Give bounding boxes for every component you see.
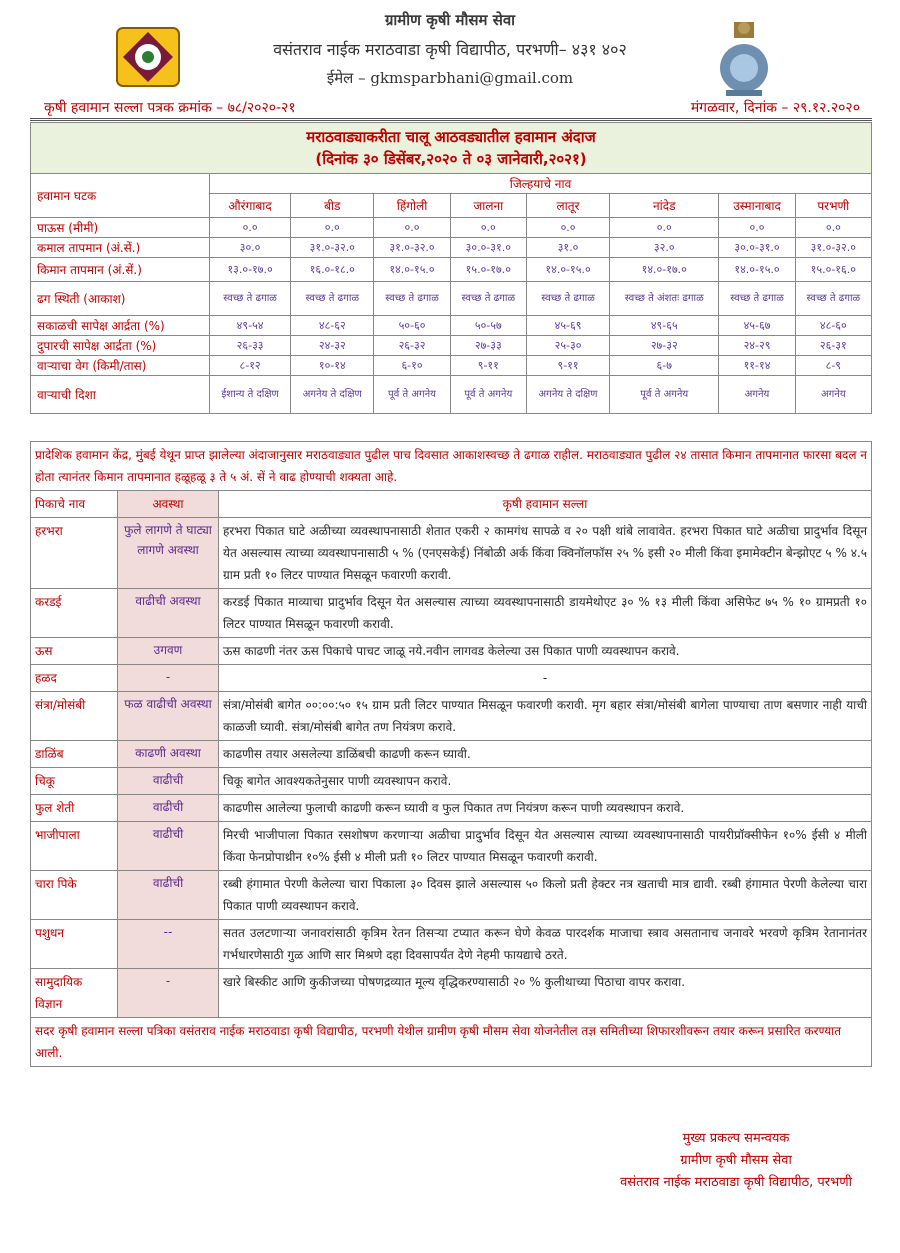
bulletin-date: मंगळवार, दिनांक – २९.१२.२०२०: [690, 100, 860, 116]
crop-stage: -: [118, 665, 219, 692]
forecast-value: ६-७: [610, 356, 719, 376]
district-name: जालना: [450, 194, 526, 218]
crop-advice: काढणीस आलेल्या फुलाची काढणी करून घ्यावी व फुल पिकात तण नियंत्रण करून पाणी व्यवस्थापन करावे.: [219, 795, 872, 822]
forecast-value: ४९-५४: [210, 316, 291, 336]
advisory-row: [31, 822, 872, 871]
param-header: हवामान घटक: [31, 174, 210, 218]
crop-stage: --: [118, 920, 219, 969]
forecast-value: पूर्व ते अगनेय: [450, 376, 526, 414]
crop-advice: संत्रा/मोसंबी बागेत ००:००:५० १५ ग्राम प्रती लिटर पाण्यात मिसळून फवारणी करावी. मृग बहार संत्रा/मोसंबी बागेला पाण्याचा ताण बसणार नाही याची काळजी घ्यावी. संत्रा/मोसंबी बागेत तण नियंत्रण करावे.: [219, 692, 872, 741]
district-name: परभणी: [795, 194, 871, 218]
forecast-value: २६-३२: [374, 336, 450, 356]
forecast-value: ३१.०-३२.०: [291, 238, 374, 258]
forecast-value: ३०.०: [210, 238, 291, 258]
forecast-title-line1: मराठवाड्याकरीता चालू आठवड्यातील हवामान अंदाज: [306, 128, 596, 146]
crop-advice: रब्बी हंगामात पेरणी केलेल्या चारा पिकाला ३० दिवस झाले असल्यास ५० किलो प्रती हेक्टर नत्र खताची मात्र द्यावी. रब्बी हंगामात पेरणी केलेल्या चारा पिकात पाणी व्यवस्थापन करावे.: [219, 871, 872, 920]
forecast-value: ४८-६०: [795, 316, 871, 336]
forecast-value: ९-११: [450, 356, 526, 376]
crop-advice: करडई पिकात माव्याचा प्रादुर्भाव दिसून येत असल्यास त्याच्या व्यवस्थापनासाठी डायमेथोएट ३० % १३ मीली किंवा असिफेट ७५ % १० ग्रामप्रती १० लिटर पाण्यात मिसळून फवारणी करावी.: [219, 589, 872, 638]
forecast-value: १४.०-१५.०: [526, 258, 609, 282]
district-name: हिंगोली: [374, 194, 450, 218]
forecast-row: [31, 218, 872, 238]
advice-header: कृषी हवामान सल्ला: [219, 491, 872, 518]
forecast-value: १५.०-१७.०: [450, 258, 526, 282]
forecast-param-label: वाऱ्याची दिशा: [31, 376, 210, 414]
crop-stage: फुले लागणे ते घाट्या लागणे अवस्था: [118, 518, 219, 589]
forecast-value: अगनेय: [795, 376, 871, 414]
bulletin-info-bar: [30, 96, 872, 121]
district-name: बीड: [291, 194, 374, 218]
forecast-value: स्वच्छ ते अंशतः ढगाळ: [610, 282, 719, 316]
forecast-value: ०.०: [610, 218, 719, 238]
crop-name: चिकू: [31, 768, 118, 795]
district-name: नांदेड: [610, 194, 719, 218]
forecast-value: २४-२९: [719, 336, 795, 356]
crop-advice: -: [219, 665, 872, 692]
forecast-value: १३.०-१७.०: [210, 258, 291, 282]
forecast-param-label: दुपारची सापेक्ष आर्द्रता (%): [31, 336, 210, 356]
signature-line1: मुख्य प्रकल्प समन्वयक: [682, 1131, 790, 1146]
crop-stage: -: [118, 969, 219, 1018]
district-name: लातूर: [526, 194, 609, 218]
crop-stage: वाढीची अवस्था: [118, 589, 219, 638]
crop-stage: वाढीची: [118, 822, 219, 871]
crop-stage: काढणी अवस्था: [118, 741, 219, 768]
forecast-table: [30, 122, 872, 414]
forecast-value: ईशान्य ते दक्षिण: [210, 376, 291, 414]
forecast-title: [31, 123, 872, 174]
forecast-value: ०.०: [450, 218, 526, 238]
national-emblem: [716, 18, 772, 98]
crop-name: डाळिंब: [31, 741, 118, 768]
advisory-row: [31, 589, 872, 638]
forecast-value: ४५-६९: [526, 316, 609, 336]
university-name: वसंतराव नाईक मराठवाडा कृषी विद्यापीठ, परभणी– ४३१ ४०२: [273, 40, 627, 59]
forecast-param-label: सकाळची सापेक्ष आर्द्रता (%): [31, 316, 210, 336]
forecast-value: ३०.०-३१.०: [719, 238, 795, 258]
forecast-value: ०.०: [719, 218, 795, 238]
forecast-value: अगनेय ते दक्षिण: [526, 376, 609, 414]
forecast-param-label: ढग स्थिती (आकाश): [31, 282, 210, 316]
crop-name: सामुदायिक विज्ञान: [31, 969, 118, 1018]
bulletin-number: कृषी हवामान सल्ला पत्रक क्रमांक – ७८/२०२०-२१: [44, 100, 296, 116]
forecast-param-label: वाऱ्याचा वेग (किमी/तास): [31, 356, 210, 376]
forecast-value: २५-३०: [526, 336, 609, 356]
forecast-row: [31, 258, 872, 282]
crop-header: पिकाचे नाव: [31, 491, 118, 518]
crop-name: चारा पिके: [31, 871, 118, 920]
forecast-value: ३१.०-३२.०: [374, 238, 450, 258]
org-name: ग्रामीण कृषी मौसम सेवा: [384, 11, 516, 29]
forecast-value: १४.०-१५.०: [374, 258, 450, 282]
forecast-value: ९-११: [526, 356, 609, 376]
forecast-value: स्वच्छ ते ढगाळ: [450, 282, 526, 316]
forecast-row: [31, 282, 872, 316]
forecast-value: १६.०-१८.०: [291, 258, 374, 282]
forecast-value: ११-१४: [719, 356, 795, 376]
signature-block: [620, 1128, 852, 1194]
forecast-value: स्वच्छ ते ढगाळ: [210, 282, 291, 316]
advisory-intro: प्रादेशिक हवामान केंद्र, मुंबई येथून प्राप्त झालेल्या अंदाजानुसार मराठवाड्यात पुढील पाच दिवसात आकाशस्वच्छ ते ढगाळ राहील. मराठवाड्यात पुढील २४ तासात किमान तापमानात फारसा बदल न होता त्यानंतर किमान तापमानात हळूहळू ३ ते ५ अं. सें ने वाढ होण्याची शक्यता आहे.: [31, 442, 872, 491]
forecast-value: २७-३३: [450, 336, 526, 356]
forecast-value: स्वच्छ ते ढगाळ: [719, 282, 795, 316]
crop-advice: चिकू बागेत आवश्यकतेनुसार पाणी व्यवस्थापन करावे.: [219, 768, 872, 795]
forecast-value: ०.०: [795, 218, 871, 238]
crop-name: संत्रा/मोसंबी: [31, 692, 118, 741]
advisory-row: [31, 692, 872, 741]
forecast-value: २४-३२: [291, 336, 374, 356]
forecast-value: ८-९: [795, 356, 871, 376]
stage-header: अवस्था: [118, 491, 219, 518]
forecast-value: ४५-६७: [719, 316, 795, 336]
forecast-value: ८-१२: [210, 356, 291, 376]
forecast-value: ३२.०: [610, 238, 719, 258]
advisory-row: [31, 969, 872, 1018]
crop-stage: फळ वाढीची अवस्था: [118, 692, 219, 741]
crop-name: पशुधन: [31, 920, 118, 969]
forecast-param-label: कमाल तापमान (अं.सें.): [31, 238, 210, 258]
forecast-row: [31, 238, 872, 258]
forecast-value: १४.०-१७.०: [610, 258, 719, 282]
advisory-row: [31, 518, 872, 589]
crop-stage: वाढीची: [118, 871, 219, 920]
advisory-row: [31, 638, 872, 665]
forecast-value: अगनेय: [719, 376, 795, 414]
crop-advice: सतत उलटणाऱ्या जनावरांसाठी कृत्रिम रेतन तिसऱ्या टप्यात करून घेणे केवळ पारदर्शक माजाचा स्त्राव असतानाच जनावरे भरवणे कृत्रिम रेतानानंतर गर्भधारणेसाठी गुळ आणि सार मिश्रणे दहा दिवसापर्यंत देणे नेहमी फायद्याचे ठरते.: [219, 920, 872, 969]
forecast-value: पूर्व ते अगनेय: [610, 376, 719, 414]
crop-stage: वाढीची: [118, 768, 219, 795]
forecast-value: १०-१४: [291, 356, 374, 376]
crop-name: भाजीपाला: [31, 822, 118, 871]
forecast-value: ०.०: [291, 218, 374, 238]
forecast-value: ६-१०: [374, 356, 450, 376]
crop-advice: काढणीस तयार असलेल्या डाळिंबची काढणी करून घ्यावी.: [219, 741, 872, 768]
forecast-value: २६-३१: [795, 336, 871, 356]
forecast-value: ०.०: [210, 218, 291, 238]
forecast-value: स्वच्छ ते ढगाळ: [795, 282, 871, 316]
crop-name: करडई: [31, 589, 118, 638]
forecast-value: स्वच्छ ते ढगाळ: [374, 282, 450, 316]
forecast-value: १५.०-१६.०: [795, 258, 871, 282]
forecast-value: ३१.०-३२.०: [795, 238, 871, 258]
crop-advice: हरभरा पिकात घाटे अळीच्या व्यवस्थापनासाठी शेतात एकरी २ कामगंध सापळे व २० पक्षी थांबे लावावेत. हरभरा पिकात घाटे अळीचा प्रादुर्भाव दिसून येत असल्यास त्याच्या व्यवस्थापनासाठी ५ % (एनएसकेई) निंबोळी अर्क किंवा क्विनॉलफॉस २५ % इसी २० मीली किंवा इमामेक्टीन बेन्झोएट ५ % ४.५ ग्राम प्रती १० लिटर पाण्यात मिसळून फवारणी करावी.: [219, 518, 872, 589]
forecast-row: [31, 356, 872, 376]
signature-line3: वसंतराव नाईक मराठवाडा कृषी विद्यापीठ, परभणी: [620, 1175, 852, 1190]
advisory-row: [31, 795, 872, 822]
crop-stage: उगवण: [118, 638, 219, 665]
forecast-value: ३१.०: [526, 238, 609, 258]
forecast-value: स्वच्छ ते ढगाळ: [291, 282, 374, 316]
crop-advice: ऊस काढणी नंतर ऊस पिकाचे पाचट जाळू नये.नवीन लागवड केलेल्या उस पिकात पाणी व्यवस्थापन करावे.: [219, 638, 872, 665]
district-name: उस्मानाबाद: [719, 194, 795, 218]
crop-advice: मिरची भाजीपाला पिकात रसशोषण करणाऱ्या अळीचा प्रादुर्भाव दिसून येत असल्यास त्याच्या व्यवस्थापनासाठी पायरीप्रॉक्सीफेन १०% ईसी ४ मीली किंवा फेनप्रोपाथ्रीन १०% ईसी ४ मीली प्रती १० लिटर पाण्यात मिसळून फवारणी करावी.: [219, 822, 872, 871]
forecast-value: ५०-५७: [450, 316, 526, 336]
forecast-value: ०.०: [526, 218, 609, 238]
crop-name: हळद: [31, 665, 118, 692]
crop-advice: खारे बिस्कीट आणि कुकीजच्या पोषणद्रव्यात मूल्य वृद्धिकरण्यासाठी २० % कुलीथाच्या पिठाचा वापर करावा.: [219, 969, 872, 1018]
district-name: औरंगाबाद: [210, 194, 291, 218]
forecast-value: ४९-६५: [610, 316, 719, 336]
crop-name: हरभरा: [31, 518, 118, 589]
advisory-table: [30, 441, 872, 1067]
forecast-value: पूर्व ते अगनेय: [374, 376, 450, 414]
forecast-value: स्वच्छ ते ढगाळ: [526, 282, 609, 316]
forecast-value: ३०.०-३१.०: [450, 238, 526, 258]
university-logo: [115, 26, 181, 88]
forecast-row: [31, 316, 872, 336]
forecast-param-label: पाऊस (मीमी): [31, 218, 210, 238]
crop-name: फुल शेती: [31, 795, 118, 822]
advisory-row: [31, 665, 872, 692]
email-line: ईमेल – gkmsparbhani@gmail.com: [326, 69, 574, 87]
crop-name: ऊस: [31, 638, 118, 665]
forecast-value: ०.०: [374, 218, 450, 238]
forecast-value: अगनेय ते दक्षिण: [291, 376, 374, 414]
forecast-row: [31, 336, 872, 356]
forecast-value: १४.०-१५.०: [719, 258, 795, 282]
advisory-row: [31, 920, 872, 969]
district-header: जिल्हयाचे नाव: [210, 174, 872, 194]
forecast-value: २७-३२: [610, 336, 719, 356]
advisory-footer: सदर कृषी हवामान सल्ला पत्रिका वसंतराव नाईक मराठवाडा कृषी विद्यापीठ, परभणी येथील ग्रामीण कृषी मौसम सेवा योजनेतील तज्ञ समितीच्या शिफारशीवरून तयार करून प्रसारित करण्यात आली.: [31, 1018, 872, 1067]
advisory-row: [31, 768, 872, 795]
forecast-param-label: किमान तापमान (अं.सें.): [31, 258, 210, 282]
forecast-value: ४८-६२: [291, 316, 374, 336]
signature-line2: ग्रामीण कृषी मौसम सेवा: [680, 1153, 792, 1168]
forecast-row: [31, 376, 872, 414]
advisory-row: [31, 871, 872, 920]
crop-stage: वाढीची: [118, 795, 219, 822]
forecast-title-line2: (दिनांक ३० डिसेंबर,२०२० ते ०३ जानेवारी,२०२१): [315, 150, 587, 168]
forecast-value: ५०-६०: [374, 316, 450, 336]
forecast-value: २६-३३: [210, 336, 291, 356]
advisory-row: [31, 741, 872, 768]
